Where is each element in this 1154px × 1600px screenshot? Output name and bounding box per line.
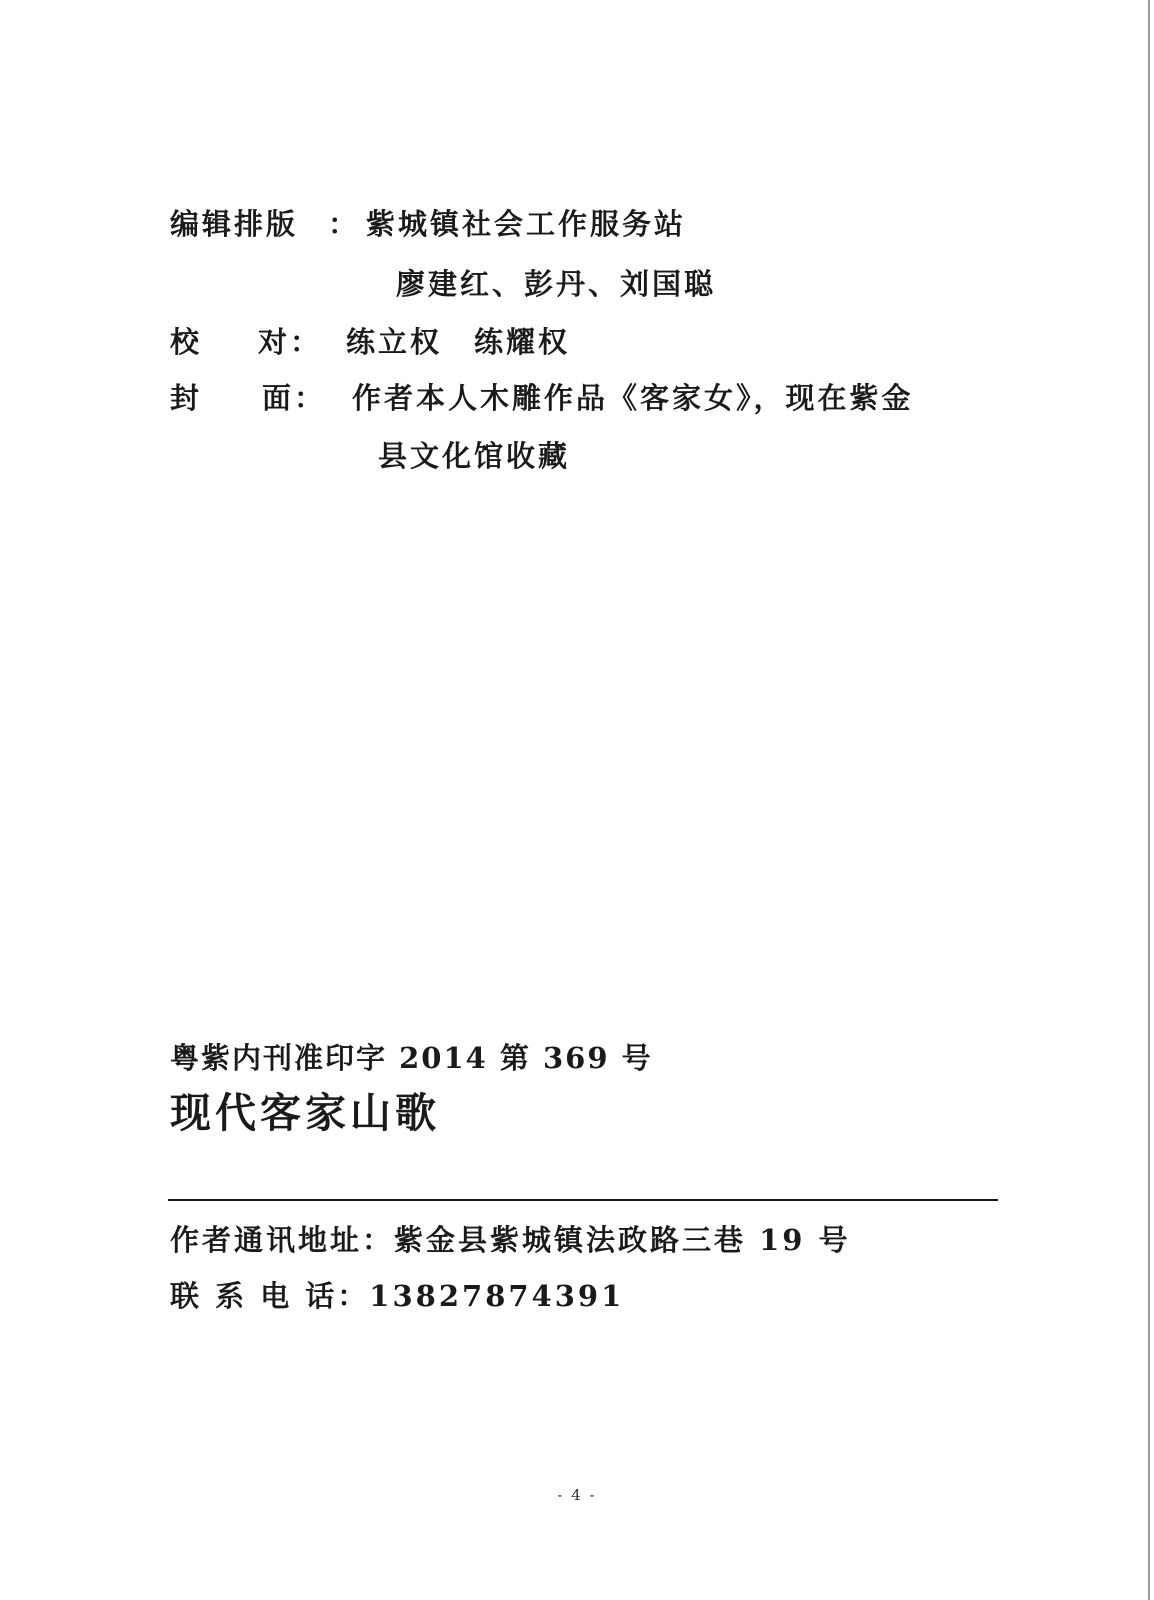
cover-colon: ： <box>294 381 327 415</box>
author-phone-value: 13827874391 <box>369 1279 625 1313</box>
proofreading-colon: ： <box>290 325 323 359</box>
layout-editor-organization: 紫城镇社会工作服务站 <box>366 207 687 241</box>
cover-description-line2: 县文化馆收藏 <box>378 439 571 473</box>
author-phone-label: 联 系 电 话： <box>170 1279 370 1313</box>
proofreading-names: 练立权 练耀权 <box>346 325 571 359</box>
page-edge-shadow <box>1148 0 1150 1600</box>
author-address-row <box>170 1216 851 1264</box>
author-phone-row <box>170 1272 624 1320</box>
page-number: - 4 - <box>557 1486 597 1504</box>
proofreading-label-char1: 校 <box>170 325 203 359</box>
cover-label-char1: 封 <box>170 381 203 415</box>
layout-editor-label: 编辑排版 <box>170 207 299 241</box>
cover-label-char2: 面 <box>262 381 295 415</box>
book-title: 现代客家山歌 <box>170 1089 440 1137</box>
proofreading-label-char2: 对 <box>258 325 291 359</box>
layout-editor-names: 廖建红、彭丹、刘国聪 <box>396 267 717 301</box>
horizontal-rule <box>168 1199 998 1201</box>
publication-permit: 粤紫内刊准印字 2014 第 369 号 <box>170 1041 653 1075</box>
layout-editor-colon: ： <box>328 207 361 241</box>
cover-description-line1: 作者本人木雕作品《客家女》，现在紫金 <box>352 381 914 415</box>
author-address-label: 作者通讯地址： <box>170 1223 395 1257</box>
author-address-value: 紫金县紫城镇法政路三巷 19 号 <box>394 1223 851 1257</box>
